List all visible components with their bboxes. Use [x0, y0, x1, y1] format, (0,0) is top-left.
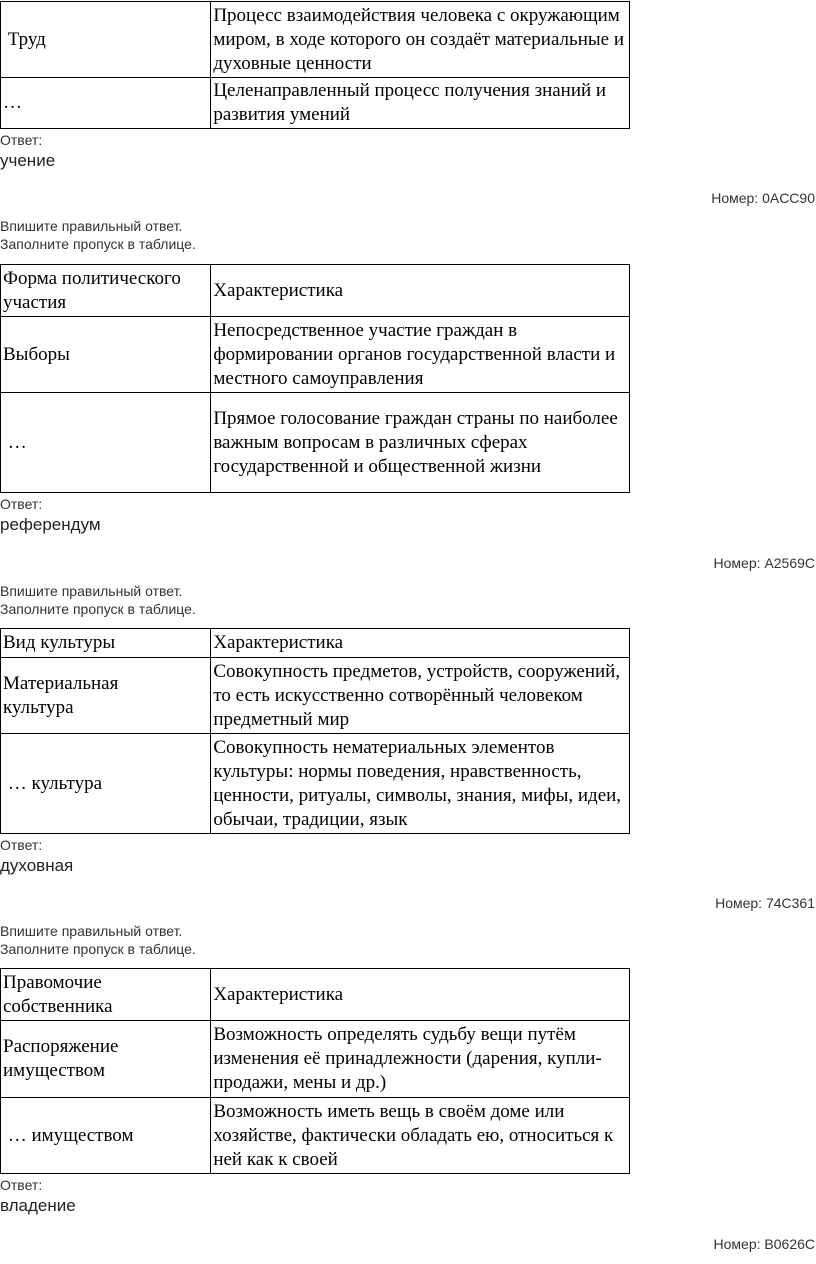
table-header-row — [1, 265, 630, 317]
table-header-right: Характеристика — [211, 969, 630, 1021]
table-header-row — [1, 629, 630, 658]
table-header-right: Характеристика — [211, 265, 630, 317]
table-header-right: Характеристика — [211, 629, 630, 658]
table-cell-right: Возможность определять судьбу вещи путём изменения её принадлежности (дарения, купли-продажи, мены и др.) — [211, 1021, 630, 1098]
question-table-3 — [0, 628, 630, 834]
answer-value: владение — [0, 1196, 76, 1215]
instruction-line-2: Заполните пропуск в таблице. — [0, 601, 196, 617]
question-table-4 — [0, 968, 630, 1174]
table-cell-left: … — [1, 78, 211, 129]
answer-label: Ответ: — [0, 496, 43, 512]
table-row — [1, 658, 630, 734]
instruction-line-1: Впишите правильный ответ. — [0, 923, 183, 939]
instruction-line-1: Впишите правильный ответ. — [0, 218, 183, 234]
table-cell-right: Целенаправленный процесс получения знаний и развития умений — [211, 78, 630, 129]
question-number: Номер: 74C361 — [715, 895, 815, 911]
table-header-left: Форма политического участия — [1, 265, 211, 317]
table-cell-left: … — [1, 393, 211, 493]
instruction-line-2: Заполните пропуск в таблице. — [0, 941, 196, 957]
table-cell-left: Распоряжение имуществом — [1, 1021, 211, 1098]
table-row — [1, 393, 630, 493]
answer-value: учение — [0, 151, 56, 170]
answer-label: Ответ: — [0, 1177, 43, 1193]
table-row — [1, 1098, 630, 1174]
table-cell-right: Возможность иметь вещь в своём доме или хозяйстве, фактически обладать ею, относиться к ней как к своей — [211, 1098, 630, 1174]
table-header-row — [1, 969, 630, 1021]
table-cell-right: Процесс взаимодействия человека с окружающим миром, в ходе которого он создаёт материальные и духовные ценности — [211, 2, 630, 78]
table-cell-left: … имуществом — [1, 1098, 211, 1174]
question-number: Номер: 0ACC90 — [711, 190, 815, 206]
table-header-left: Вид культуры — [1, 629, 211, 658]
table-cell-left: Выборы — [1, 317, 211, 393]
table-cell-left: … культура — [1, 734, 211, 834]
answer-label: Ответ: — [0, 837, 43, 853]
instruction-line-1: Впишите правильный ответ. — [0, 583, 183, 599]
table-row — [1, 78, 630, 129]
table-row — [1, 1021, 630, 1098]
table-cell-right: Совокупность нематериальных элементов культуры: нормы поведения, нравственность, ценности, ритуалы, символы, знания, мифы, идеи, обычаи, традиции, язык — [211, 734, 630, 834]
table-cell-left: Труд — [1, 2, 211, 78]
table-header-left: Правомочие собственника — [1, 969, 211, 1021]
table-cell-right: Непосредственное участие граждан в формировании органов государственной власти и местного самоуправления — [211, 317, 630, 393]
question-number: Номер: A2569C — [713, 555, 815, 571]
question-table-1 — [0, 1, 630, 129]
table-cell-left: Материальная культура — [1, 658, 211, 734]
table-row — [1, 734, 630, 834]
table-row — [1, 317, 630, 393]
answer-value: духовная — [0, 856, 74, 875]
table-cell-right: Прямое голосование граждан страны по наиболее важным вопросам в различных сферах государственной и общественной жизни — [211, 393, 630, 493]
table-row — [1, 2, 630, 78]
question-number: Номер: B0626C — [713, 1236, 815, 1252]
instruction-line-2: Заполните пропуск в таблице. — [0, 236, 196, 252]
table-cell-right: Совокупность предметов, устройств, сооружений, то есть искусственно сотворённый человеком предметный мир — [211, 658, 630, 734]
answer-label: Ответ: — [0, 132, 43, 148]
answer-value: референдум — [0, 515, 101, 534]
question-table-2 — [0, 264, 630, 493]
